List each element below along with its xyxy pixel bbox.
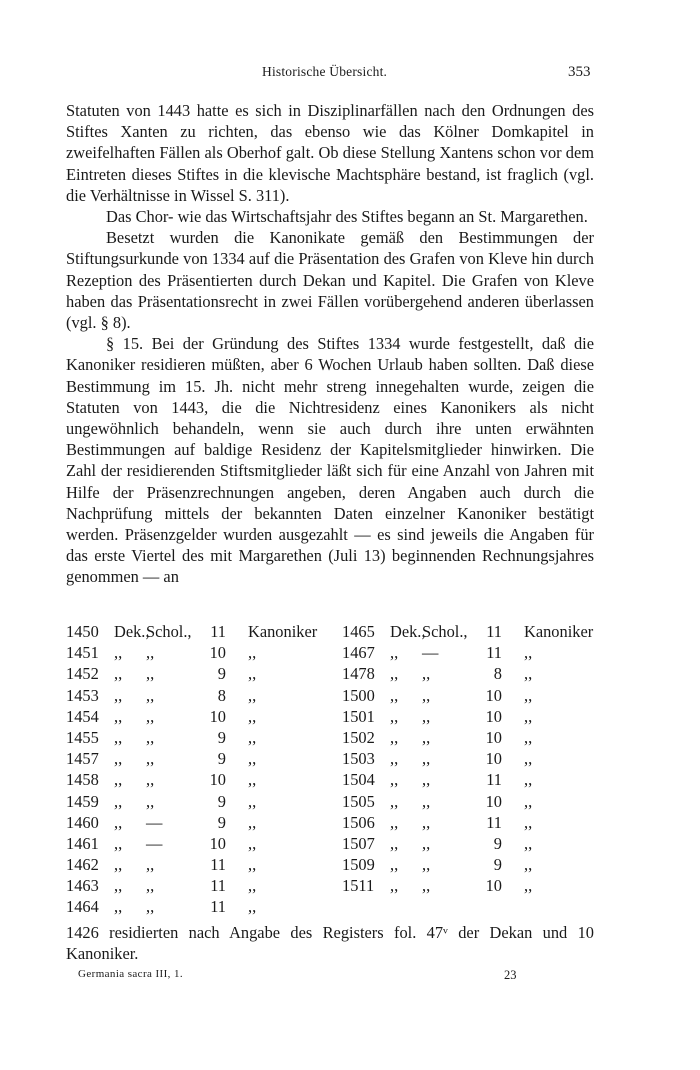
roster-scholaster: ,, [422,791,431,811]
roster-count: 10 [209,706,226,726]
roster-scholaster: ,, [422,685,431,705]
roster-count: 9 [217,664,226,684]
roster-year: 1455 [66,727,99,747]
roster-dekan: ,, [114,685,123,705]
roster-count: 9 [217,749,226,769]
roster-kanoniker: Kanoniker [248,622,318,641]
roster-count: 10 [485,727,502,747]
roster-count: 10 [485,706,502,726]
roster-scholaster: ,, [146,664,155,684]
roster-count: 11 [486,770,502,790]
roster-scholaster: ,, [422,770,431,790]
roster-kanoniker: ,, [248,770,257,790]
roster-count: 11 [486,622,502,641]
roster-year: 1459 [66,791,99,811]
roster-dekan: ,, [114,833,123,853]
roster-year: 1511 [342,876,375,896]
roster-dekan: ,, [114,706,123,726]
roster-dekan: ,, [114,664,123,684]
roster-kanoniker: ,, [248,876,257,896]
series-title: Germania sacra III, 1. [78,968,183,980]
roster-year: 1505 [342,791,375,811]
roster-dekan: ,, [390,855,399,875]
roster-scholaster: — [422,643,439,663]
roster-dekan: ,, [390,749,399,769]
roster-dekan: ,, [114,770,123,790]
roster-kanoniker: ,, [524,855,533,875]
roster-year: 1457 [66,749,99,769]
roster-scholaster: ,, [422,664,431,684]
roster-count: 9 [217,791,226,811]
roster-year: 1501 [342,706,375,726]
roster-dekan: ,, [390,833,399,853]
roster-year: 1460 [66,812,99,832]
roster-scholaster: ,, [422,749,431,769]
roster-scholaster: ,, [146,791,155,811]
roster-dekan: ,, [390,876,399,896]
running-header [0,64,700,84]
roster-kanoniker: ,, [248,812,257,832]
roster-dekan: ,, [114,897,123,917]
roster-scholaster: ,, [422,706,431,726]
roster-year: 1502 [342,727,375,747]
roster-kanoniker: ,, [248,706,257,726]
roster-year: 1506 [342,812,375,832]
roster-count: 11 [210,897,226,917]
roster-scholaster: — [146,812,163,832]
roster-dekan: ,, [114,643,123,663]
roster-kanoniker: ,, [524,685,533,705]
roster-count: 9 [493,833,502,853]
roster-count: 10 [485,791,502,811]
roster-kanoniker: ,, [524,727,533,747]
roster-scholaster: ,, [146,897,155,917]
roster-scholaster: ,, [146,727,155,747]
roster-year: 1451 [66,643,99,663]
roster-dekan: Dek., [390,622,426,641]
roster-dekan: ,, [114,876,123,896]
roster-scholaster: ,, [146,749,155,769]
roster-kanoniker: Kanoniker [524,622,594,641]
roster-kanoniker: ,, [248,749,257,769]
page-number: 353 [568,64,591,80]
roster-year: 1453 [66,685,99,705]
roster-year: 1463 [66,876,99,896]
roster-count: 11 [486,643,502,663]
main-text [66,100,594,588]
roster-scholaster: — [146,833,163,853]
roster-year: 1504 [342,770,375,790]
roster-kanoniker: ,, [248,685,257,705]
roster-scholaster: Schol., [422,622,468,641]
roster-count: 11 [210,876,226,896]
roster-dekan: ,, [390,727,399,747]
roster-year: 1462 [66,855,99,875]
roster-year: 1503 [342,749,375,769]
roster-year: 1478 [342,664,375,684]
roster-kanoniker: ,, [248,791,257,811]
roster-count: 9 [493,855,502,875]
roster-scholaster: ,, [146,643,155,663]
roster-scholaster: ,, [146,855,155,875]
roster-count: 9 [217,812,226,832]
roster-dekan: ,, [114,791,123,811]
roster-year: 1465 [342,622,375,641]
roster-dekan: ,, [114,812,123,832]
roster-count: 11 [486,812,502,832]
roster-year: 1461 [66,833,99,853]
roster-kanoniker: ,, [248,855,257,875]
signature-mark: 23 [504,968,517,982]
roster-count: 9 [217,727,226,747]
roster-dekan: ,, [114,855,123,875]
paragraph-2: Das Chor- wie das Wirtschaftsjahr des Stiftes begann an St. Margarethen. [106,207,588,227]
roster-kanoniker: ,, [248,643,257,663]
roster-count: 10 [209,833,226,853]
roster-dekan: ,, [390,685,399,705]
roster-dekan: ,, [390,664,399,684]
roster-kanoniker: ,, [524,706,533,726]
roster-scholaster: ,, [146,706,155,726]
roster-scholaster: ,, [146,876,155,896]
roster-dekan: ,, [390,643,399,663]
roster-dekan: ,, [390,770,399,790]
roster-year: 1509 [342,855,375,875]
roster-year: 1500 [342,685,375,705]
roster-count: 10 [209,643,226,663]
roster-count: 11 [210,855,226,875]
roster-kanoniker: ,, [524,812,533,832]
roster-kanoniker: ,, [524,833,533,853]
roster-scholaster: ,, [422,812,431,832]
roster-dekan: ,, [114,749,123,769]
roster-count: 11 [210,622,226,641]
roster-kanoniker: ,, [524,791,533,811]
closing-paragraph: 1426 residierten nach Angabe des Registers fol. 47ᵛ der Dekan und 10 Kanoniker. [66,923,594,964]
roster-count: 10 [485,749,502,769]
roster-count: 8 [493,664,502,684]
roster-year: 1452 [66,664,99,684]
roster-dekan: ,, [114,727,123,747]
roster-dekan: Dek., [114,622,150,641]
closing-text [66,922,594,964]
roster-kanoniker: ,, [248,897,257,917]
roster-kanoniker: ,, [248,664,257,684]
roster-year: 1464 [66,897,99,917]
roster-scholaster: ,, [146,770,155,790]
roster-kanoniker: ,, [248,727,257,747]
roster-kanoniker: ,, [524,643,533,663]
roster-dekan: ,, [390,791,399,811]
roster-scholaster: ,, [422,876,431,896]
roster-count: 8 [217,685,226,705]
running-title: Historische Übersicht. [262,64,388,79]
roster-year: 1467 [342,643,375,663]
roster-count: 10 [485,685,502,705]
roster-year: 1507 [342,833,375,853]
roster-year: 1454 [66,706,99,726]
roster-kanoniker: ,, [524,664,533,684]
roster-count: 10 [485,876,502,896]
roster-year: 1450 [66,622,99,641]
roster-dekan: ,, [390,706,399,726]
roster-year: 1458 [66,770,99,790]
roster-scholaster: Schol., [146,622,192,641]
roster-kanoniker: ,, [524,876,533,896]
roster-scholaster: ,, [146,685,155,705]
roster-scholaster: ,, [422,727,431,747]
paragraph-4: § 15. Bei der Gründung des Stiftes 1334 wurde festgestellt, daß die Kanoniker residieren müßten, aber 6 Wochen Urlaub haben sollten. Daß diese Bestimmung im 15. Jh. nicht mehr streng innegehalten wurde, zeigen die Statuten von 1443, die die Nichtresidenz eines Kanonikers als nicht ungewöhnlich behandeln, wenn sie auch durch ihre unten erwähnten Bestimmungen auf baldige Residenz der Kapitelsmitglieder hinwirken. Die Zahl der residierenden Stiftsmitglieder läßt sich für eine Anzahl von Jahren mit Hilfe der Präsenzrechnungen angeben, deren Angaben auch durch die Nachprüfung mittels der bekannten Daten einzelner Kanoniker bestätigt werden. Präsenzgelder wurden ausgezahlt — es sind jeweils die Angaben für das erste Viertel des mit Margarethen (Juli 13) beginnenden Rechnungsjahres genommen — an [66,334,594,587]
roster-count: 10 [209,770,226,790]
roster-scholaster: ,, [422,833,431,853]
roster-kanoniker: ,, [524,770,533,790]
roster-kanoniker: ,, [248,833,257,853]
roster-scholaster: ,, [422,855,431,875]
roster-dekan: ,, [390,812,399,832]
paragraph-3: Besetzt wurden die Kanonikate gemäß den Bestimmungen der Stiftungsurkunde von 1334 auf die Präsentation des Grafen von Kleve hin durch Rezeption des Präsentierten durch Dekan und Kapitel. Die Grafen von Kleve haben das Präsentationsrecht in zwei Fällen vorübergehend anderen überlassen (vgl. § 8). [66,228,594,333]
roster-kanoniker: ,, [524,749,533,769]
paragraph-1: Statuten von 1443 hatte es sich in Disziplinarfällen nach den Ordnungen des Stiftes Xanten zu richten, das ebenso wie das Kölner Domkapitel in zweifelhaften Fällen als Oberhof galt. Ob diese Stellung Xantens schon vor dem Eintreten dieses Stiftes in die klevische Machtsphäre bestand, ist fraglich (vgl. die Verhältnisse in Wissel S. 311). [66,101,594,205]
